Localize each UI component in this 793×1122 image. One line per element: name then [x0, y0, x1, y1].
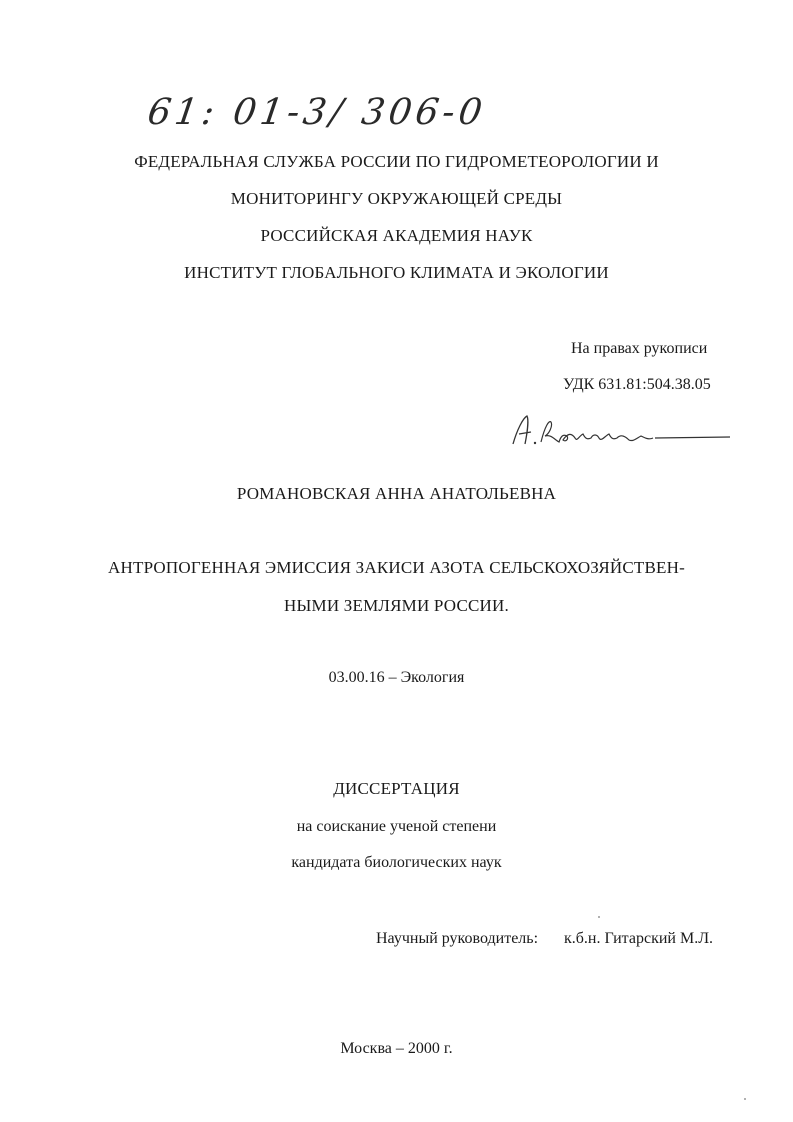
scan-speck [598, 916, 600, 918]
header-line-4: ИНСТИТУТ ГЛОБАЛЬНОГО КЛИМАТА И ЭКОЛОГИИ [184, 263, 609, 282]
dissertation-degree-line-1: на соискание ученой степени [296, 818, 497, 835]
manuscript-rights: На правах рукописи [571, 340, 708, 357]
signature-image [505, 410, 735, 450]
header-line-2: МОНИТОРИНГУ ОКРУЖАЮЩЕЙ СРЕДЫ [230, 189, 563, 208]
scan-speck [744, 1098, 746, 1100]
dissertation-heading: ДИССЕРТАЦИЯ [333, 779, 460, 798]
udk-code: УДК 631.81:504.38.05 [563, 376, 711, 393]
specialty: 03.00.16 – Экология [328, 669, 465, 686]
header-line-1: ФЕДЕРАЛЬНАЯ СЛУЖБА РОССИИ ПО ГИДРОМЕТЕОРОЛОГИИ И [134, 152, 659, 171]
title-line-2: НЫМИ ЗЕМЛЯМИ РОССИИ. [284, 596, 509, 615]
dissertation-degree-line-2: кандидата биологических наук [291, 854, 502, 871]
title-line-1: АНТРОПОГЕННАЯ ЭМИССИЯ ЗАКИСИ АЗОТА СЕЛЬСКОХОЗЯЙСТВЕН- [108, 558, 685, 577]
header-line-3: РОССИЙСКАЯ АКАДЕМИЯ НАУК [260, 226, 533, 245]
author-name: РОМАНОВСКАЯ АННА АНАТОЛЬЕВНА [236, 484, 557, 503]
supervisor-label: Научный руководитель: [376, 930, 539, 947]
archive-mark: 61: 01-3/ 306-0 [145, 92, 489, 133]
city-year: Москва – 2000 г. [340, 1040, 453, 1057]
supervisor-name: к.б.н. Гитарский М.Л. [564, 930, 714, 947]
